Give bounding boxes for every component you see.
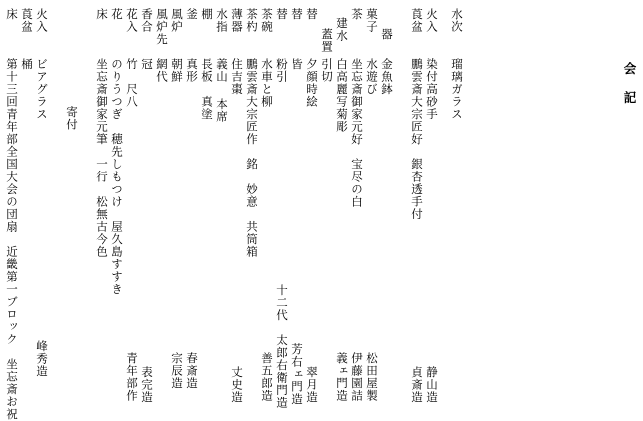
col-honseki: 本席: [215, 98, 229, 123]
col-13: 水指: [215, 8, 229, 33]
col-3: 火入: [35, 8, 49, 33]
col-26: 火入: [425, 8, 439, 33]
col-11c: 春斎造: [185, 352, 199, 390]
col-15b: 鵬雲斎大宗匠作 銘 妙意 共筒箱: [245, 58, 259, 258]
col-14c: 丈史造: [230, 366, 244, 404]
col-8b: 冠: [140, 58, 154, 71]
col-5b: 坐忘斎御家元筆 一行 松無古今色: [95, 58, 109, 258]
col-14b: 住吉棗: [230, 58, 244, 96]
col-26b: 染付高砂手: [425, 58, 439, 121]
col-1: 床: [5, 8, 19, 21]
col-20b: 引切: [320, 58, 334, 83]
col-27: 水次: [450, 8, 464, 33]
col-13b: 義山: [215, 58, 229, 83]
col-17: 替: [275, 8, 289, 21]
col-15: 茶杓: [245, 8, 259, 33]
col-17b: 粉引: [275, 58, 289, 83]
col-19c: 翠月造: [305, 366, 319, 404]
col-7b: 竹 尺八: [125, 58, 139, 108]
col-6b: のりうつぎ 穂先しもつけ 屋久島すすき: [110, 58, 124, 296]
col-2: 莨盆: [20, 8, 34, 33]
col-6: 花: [110, 8, 124, 21]
col-23b: 水遊び: [365, 58, 379, 96]
col-4: 寄付: [65, 106, 79, 131]
col-8: 香合: [140, 8, 154, 33]
col-21: 建水: [335, 17, 349, 42]
col-9b: 網代: [155, 58, 169, 83]
col-1b: 第十三回青年部全国大会の団扇 近畿第一ブロック 坐忘斎お祝: [5, 58, 19, 421]
col-22c: 伊藤園詰: [350, 352, 364, 402]
col-23c: 松田屋製: [365, 352, 379, 402]
col-18: 替: [290, 8, 304, 21]
col-5: 床: [95, 8, 109, 21]
col-24: 器: [380, 28, 394, 41]
col-24b: 金魚鉢: [380, 58, 394, 96]
col-22: 茶: [350, 8, 364, 21]
col-19: 替: [305, 8, 319, 21]
col-25c: 貞斎造: [410, 366, 424, 404]
document-title: 会 記: [622, 62, 637, 106]
col-14: 薄器: [230, 8, 244, 33]
col-18b: 皆: [290, 58, 304, 71]
col-26c: 静山造: [425, 366, 439, 404]
col-7: 花入: [125, 8, 139, 33]
col-22b: 坐忘斎御家元好 宝尽の白: [350, 58, 364, 208]
col-23: 菓子: [365, 8, 379, 33]
col-20: 蓋置: [320, 28, 334, 53]
col-27b: 瑠璃ガラス: [450, 58, 464, 121]
col-16b: 水車と柳: [260, 58, 274, 108]
col-11b: 真形: [185, 58, 199, 83]
col-3c: 峰秀造: [35, 340, 49, 378]
col-10: 風炉: [170, 8, 184, 33]
col-11: 釜: [185, 8, 199, 21]
col-10b: 朝鮮: [170, 58, 184, 83]
col-3b: ビアグラス: [35, 58, 49, 121]
col-12b: 長板 真塗: [200, 58, 214, 121]
col-21c: 義ェ門造: [335, 352, 349, 402]
col-7c: 青年部作: [125, 352, 139, 402]
col-8c: 表完造: [140, 366, 154, 404]
col-19b: 夕顔時絵: [305, 58, 319, 108]
col-17c: 十二代 太郎右衛門造: [275, 284, 289, 409]
col-25: 莨盆: [410, 8, 424, 33]
col-10c: 宗辰造: [170, 352, 184, 390]
col-16c: 善五郎造: [260, 352, 274, 402]
col-9: 風炉先: [155, 8, 169, 46]
col-18c: 芳右ェ門造: [290, 343, 304, 406]
col-2b: 桶: [20, 58, 34, 71]
col-21b: 白高麗写菊彫: [335, 58, 349, 133]
col-25b: 鵬雲斎大宗匠好 銀杏透手付: [410, 58, 424, 221]
col-12: 棚: [200, 8, 214, 21]
col-16: 茶碗: [260, 8, 274, 33]
